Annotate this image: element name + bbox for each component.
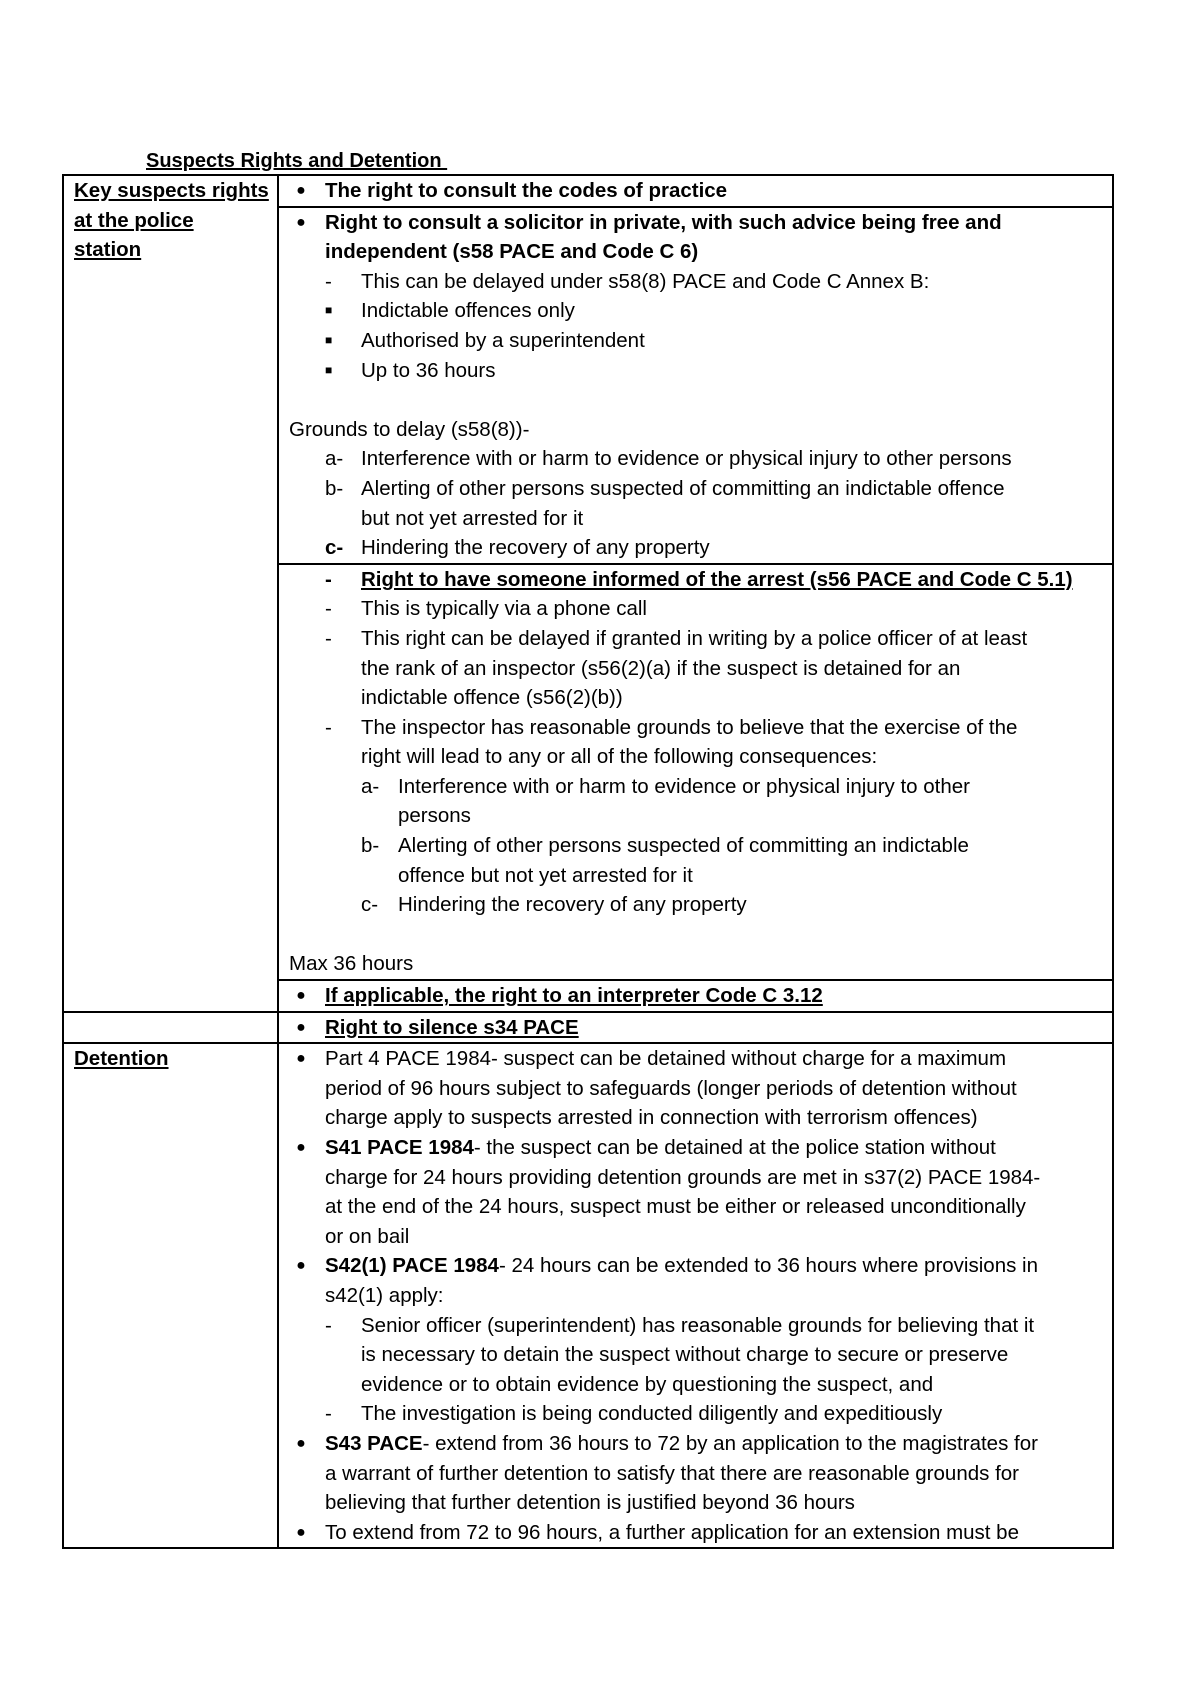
lettered-item: b- Alerting of other persons suspected of committing an indictable <box>289 831 1104 861</box>
dash-item-continued: indictable offence (s56(2)(b)) <box>361 686 623 710</box>
bullet-item: ● S41 PACE 1984- the suspect can be detained at the police station without <box>289 1133 1104 1163</box>
interpreter-cell <box>278 980 1113 1012</box>
bullet-item-continued: period of 96 hours subject to safeguards (longer periods of detention without <box>325 1076 1017 1100</box>
bullet-item-continued: charge for 24 hours providing detention grounds are met in s37(2) PACE 1984- <box>325 1165 1041 1189</box>
bullet-icon: ● <box>296 1139 306 1156</box>
dash-item: - This right can be delayed if granted in writing by a police officer of at least <box>289 624 1104 654</box>
letter-marker: c- <box>325 536 344 560</box>
dash-item-continued: the rank of an inspector (s56(2)(a) if the suspect is detained for an <box>361 656 961 680</box>
max-hours-note: Max 36 hours <box>289 952 414 976</box>
row-codes <box>63 175 1113 207</box>
dash-item: - The investigation is being conducted diligently and expeditiously <box>289 1399 1104 1429</box>
letter-marker: b- <box>325 476 344 500</box>
bullet-item: ● If applicable, the right to an interpreter Code C 3.12 <box>289 981 1104 1011</box>
row-silence <box>63 1012 1113 1044</box>
bullet-item-continued: s42(1) apply: <box>325 1283 444 1307</box>
dash-item: - Right to have someone informed of the arrest (s56 PACE and Code C 5.1) <box>289 565 1104 595</box>
bullet-item-continued: or on bail <box>325 1224 410 1248</box>
dash-item-continued: evidence or to obtain evidence by questioning the suspect, and <box>361 1372 934 1396</box>
bullet-icon: ● <box>296 1523 306 1541</box>
dash-icon: - <box>325 597 332 621</box>
dash-item: - Senior officer (superintendent) has reasonable grounds for believing that it <box>289 1311 1104 1341</box>
square-bullet-icon: ■ <box>325 332 333 347</box>
bullet-item-continued: a warrant of further detention to satisfy that there are reasonable grounds for <box>325 1461 1019 1485</box>
dash-item: - This can be delayed under s58(8) PACE and Code C Annex B: <box>289 267 1104 297</box>
spacer <box>289 920 1104 950</box>
lettered-item-continued: offence but not yet arrested for it <box>398 863 693 887</box>
bullet-item-continued: at the end of the 24 hours, suspect must be either or released unconditionally <box>325 1195 1026 1219</box>
bullet-item: ● The right to consult the codes of practice <box>289 176 1104 206</box>
lettered-item: c- Hindering the recovery of any property <box>289 890 1104 920</box>
letter-marker: c- <box>361 893 379 917</box>
square-bullet-icon: ■ <box>325 303 333 318</box>
bullet-item-continued: independent (s58 PACE and Code C 6) <box>325 240 699 264</box>
letter-marker: a- <box>361 774 380 798</box>
bullet-item-continued: charge apply to suspects arrested in connection with terrorism offences) <box>325 1106 978 1130</box>
document-title: Suspects Rights and Detention <box>146 150 448 172</box>
dash-item-continued: is necessary to detain the suspect without charge to secure or preserve <box>361 1343 1009 1367</box>
bullet-item: ● S43 PACE- extend from 36 hours to 72 by an application to the magistrates for <box>289 1429 1104 1459</box>
dash-item: - This is typically via a phone call <box>289 594 1104 624</box>
key-rights-label-cell <box>63 175 278 1012</box>
bullet-icon: ● <box>296 1050 306 1068</box>
key-rights-label: Key suspects rights at the police station <box>74 179 269 262</box>
lettered-item-continued: persons <box>398 804 471 828</box>
dash-icon: - <box>325 269 332 293</box>
lettered-item-continued: but not yet arrested for it <box>361 506 584 530</box>
bullet-item: ● To extend from 72 to 96 hours, a further application for an extension must be <box>289 1518 1104 1548</box>
bullet-icon: ● <box>296 1434 306 1452</box>
dash-item: - The inspector has reasonable grounds to believe that the exercise of the <box>289 713 1104 743</box>
square-item: ■ Authorised by a superintendent <box>289 326 1104 356</box>
bullet-item: ● S42(1) PACE 1984- 24 hours can be extended to 36 hours where provisions in <box>289 1251 1104 1281</box>
bullet-icon: ● <box>296 1018 306 1036</box>
rights-table <box>62 174 1114 1549</box>
square-bullet-icon: ■ <box>325 362 333 377</box>
lettered-item: a- Interference with or harm to evidence or physical injury to other persons <box>289 444 1104 474</box>
silence-cell <box>278 1012 1113 1044</box>
square-item: ■ Indictable offences only <box>289 296 1104 326</box>
lettered-item: a- Interference with or harm to evidence or physical injury to other <box>289 772 1104 802</box>
bullet-icon: ● <box>296 213 306 231</box>
dash-icon: - <box>325 1313 332 1337</box>
bullet-item: ● Right to silence s34 PACE <box>289 1013 1104 1043</box>
detention-label: Detention <box>74 1047 169 1071</box>
solicitor-cell <box>278 207 1113 564</box>
lettered-item: c- Hindering the recovery of any property <box>289 533 1104 563</box>
grounds-heading: Grounds to delay (s58(8))- <box>289 417 530 441</box>
detention-label-cell <box>63 1043 278 1548</box>
dash-item-continued: right will lead to any or all of the following consequences: <box>361 745 878 769</box>
bullet-item-continued: believing that further detention is justified beyond 36 hours <box>325 1491 855 1515</box>
codes-cell <box>278 175 1113 207</box>
bullet-icon: ● <box>296 1257 306 1275</box>
bullet-item: ● Right to consult a solicitor in private, with such advice being free and <box>289 208 1104 238</box>
empty-label-cell <box>63 1012 278 1044</box>
bullet-item: ● Part 4 PACE 1984- suspect can be detained without charge for a maximum <box>289 1044 1104 1074</box>
lettered-item: b- Alerting of other persons suspected of committing an indictable offence <box>289 474 1104 504</box>
bullet-icon: ● <box>296 182 306 199</box>
dash-icon: - <box>325 715 332 739</box>
dash-icon: - <box>325 1402 332 1426</box>
letter-marker: a- <box>325 447 344 471</box>
bullet-icon: ● <box>296 987 306 1005</box>
dash-icon: - <box>325 567 332 591</box>
row-detention <box>63 1043 1113 1548</box>
square-item: ■ Up to 36 hours <box>289 356 1104 386</box>
detention-cell <box>278 1043 1113 1548</box>
dash-icon: - <box>325 626 332 650</box>
spacer <box>289 385 1104 415</box>
letter-marker: b- <box>361 834 380 858</box>
informed-cell <box>278 564 1113 980</box>
